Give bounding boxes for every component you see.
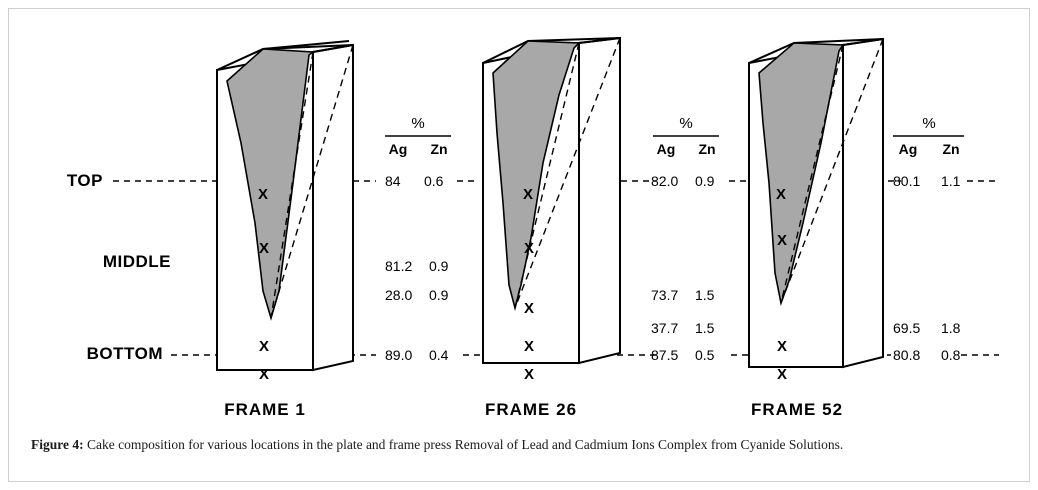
value-ag: 84 xyxy=(385,173,401,189)
ag-header: Ag xyxy=(388,141,408,157)
value-zn: 0.9 xyxy=(429,287,449,303)
percent-header: % xyxy=(922,115,936,132)
frame-26-data-column xyxy=(651,115,719,363)
value-zn: 0.6 xyxy=(424,173,444,189)
frame-26-block xyxy=(483,38,620,383)
value-zn: 1.5 xyxy=(695,320,715,336)
value-ag: 87.5 xyxy=(651,347,679,363)
value-ag: 89.0 xyxy=(385,347,413,363)
frame-1-data-column xyxy=(385,115,451,363)
frame-1-label: FRAME 1 xyxy=(224,400,306,419)
value-zn: 1.5 xyxy=(695,287,715,303)
sample-marker: X xyxy=(776,366,788,383)
sample-marker: X xyxy=(523,366,535,383)
frame-52-label: FRAME 52 xyxy=(750,400,844,419)
value-ag: 73.7 xyxy=(651,287,679,303)
sample-marker: X xyxy=(523,240,535,257)
zn-header: Zn xyxy=(430,141,448,157)
sample-marker: X xyxy=(523,300,535,317)
frame-1-block xyxy=(217,41,353,383)
sample-marker: X xyxy=(776,338,788,355)
zn-header: Zn xyxy=(698,141,716,157)
value-zn: 1.8 xyxy=(941,320,961,336)
zn-header: Zn xyxy=(942,141,960,157)
value-ag: 82.0 xyxy=(651,173,679,189)
value-ag: 81.2 xyxy=(385,258,413,274)
value-zn: 0.8 xyxy=(941,347,961,363)
value-zn: 0.9 xyxy=(695,173,715,189)
value-zn: 0.5 xyxy=(695,347,715,363)
value-zn: 0.4 xyxy=(429,347,449,363)
ag-header: Ag xyxy=(898,141,918,157)
figure-caption xyxy=(31,437,1011,453)
sample-marker: X xyxy=(257,186,269,203)
value-ag: 37.7 xyxy=(651,320,679,336)
cake-composition-diagram xyxy=(31,23,1009,431)
figure-caption-label: Figure 4: xyxy=(31,437,84,452)
sample-marker: X xyxy=(776,232,788,249)
frame-26-label: FRAME 26 xyxy=(484,400,578,419)
value-ag: 80.8 xyxy=(893,347,921,363)
sample-marker: X xyxy=(258,366,270,383)
percent-header: % xyxy=(411,115,425,132)
figure-panel xyxy=(8,8,1030,482)
frame-52-block xyxy=(749,39,883,383)
figure-caption-text: Cake composition for various locations in the plate and frame press Removal of Lead and Cadmium Ions Complex from Cyanide Solutions. xyxy=(83,437,844,452)
sample-marker: X xyxy=(775,186,787,203)
ag-header: Ag xyxy=(656,141,676,157)
sample-marker: X xyxy=(258,338,270,355)
row-label-middle: MIDDLE xyxy=(102,252,171,271)
row-label-top: TOP xyxy=(66,171,103,190)
value-ag: 28.0 xyxy=(385,287,413,303)
sample-marker: X xyxy=(258,240,270,257)
percent-header: % xyxy=(679,115,693,132)
sample-marker: X xyxy=(522,186,534,203)
row-label-bottom: BOTTOM xyxy=(86,344,163,363)
value-zn: 0.9 xyxy=(429,258,449,274)
frame-52-data-column xyxy=(893,115,964,363)
value-ag: 80.1 xyxy=(893,173,921,189)
sample-marker: X xyxy=(523,338,535,355)
value-ag: 69.5 xyxy=(893,320,921,336)
value-zn: 1.1 xyxy=(941,173,961,189)
